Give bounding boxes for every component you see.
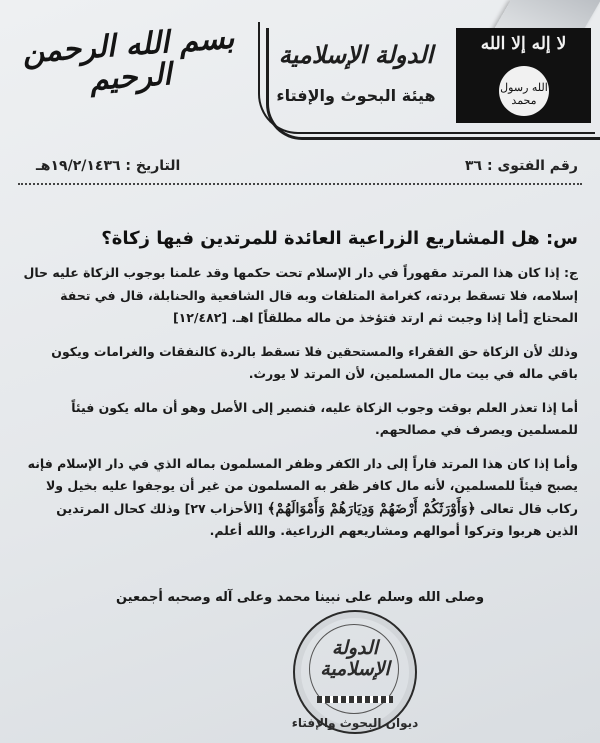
stamp-text: الدولة الإسلامية	[320, 637, 390, 680]
shahada-text: لا إله إلا الله	[480, 34, 567, 54]
authority-name: هيئة البحوث والإفتاء	[276, 86, 436, 105]
closing-prayer: وصلى الله وسلم على نبينا محمد وعلى آله وصحبه أجمعين	[115, 590, 485, 605]
answer-paragraph: أما إذا تعذر العلم بوقت وجوب الزكاة عليه، فنصير إلى الأصل وهو أن ماله يكون فيئاً للمسلمين ويصرف في مصالحهم.	[71, 399, 578, 437]
basmala-calligraphy: بسم الله الرحمن الرحيم	[21, 20, 236, 98]
verse-reference: [الأحزاب ٢٧] وذلك كحال المرتدين الذين هربوا وتركوا أموالهم ومشاريعهم الزراعية. والله أعلم.	[56, 500, 578, 538]
state-name-title: الدولة الإسلامية	[278, 40, 434, 69]
state-emblem-panel	[456, 28, 591, 123]
quran-verse: ﴿وَأَوْرَثَكُمْ أَرْضَهُمْ وَدِيَارَهُمْ وَأَمْوَالَهُمْ﴾	[267, 500, 476, 517]
answer-paragraph: وذلك لأن الزكاة حق الفقراء والمستحقين فلا تسقط بالردة كالنفقات والغرامات ويكون باقي ماله في بيت مال المسلمين، لأن المرتد لا يورث.	[51, 343, 578, 381]
answer-paragraph-text: وأما إذا كان هذا المرتد فاراً إلى دار الكفر وظفر المسلمون بماله الذي في دار الإسلام فإنه يصبح فيئاً للمسلمين، لأنه مال كافر ظفر به المسلمون من غير أن يوجفوا عليه بخيل ولا ركاب قال تعالى	[27, 455, 578, 516]
fatwa-answer-body	[20, 262, 578, 554]
fatwa-question: س: هل المشاريع الزراعية العائدة للمرتدين فيها زكاة؟	[101, 228, 578, 249]
prophet-seal-icon	[499, 66, 549, 116]
answer-paragraph: ج: إذا كان هذا المرتد مقهوراً في دار الإسلام تحت حكمها وقد علمنا بوجوب الزكاة عليه حال إسلامه، فلا تسقط بردته، كغرامة المتلفات وبه قال الشافعية والحنابلة، قال في تحفة المحتاج [أما إذا وجبت ثم ارتد فتؤخذ من ماله مطلقاً] اهـ. [١٢/٤٨٢]	[23, 265, 578, 325]
stamp-pattern	[317, 696, 393, 703]
answer-paragraph	[20, 453, 578, 543]
fatwa-date: التاريخ : ١٩/٢/١٤٣٦هـ	[36, 158, 181, 174]
header-divider	[18, 183, 582, 185]
seal-text: الله رسول محمد	[500, 81, 548, 107]
stamp-footer: ديوان البحوث والإفتاء	[291, 716, 419, 730]
fatwa-number: رقم الفتوى : ٣٦	[465, 158, 578, 174]
